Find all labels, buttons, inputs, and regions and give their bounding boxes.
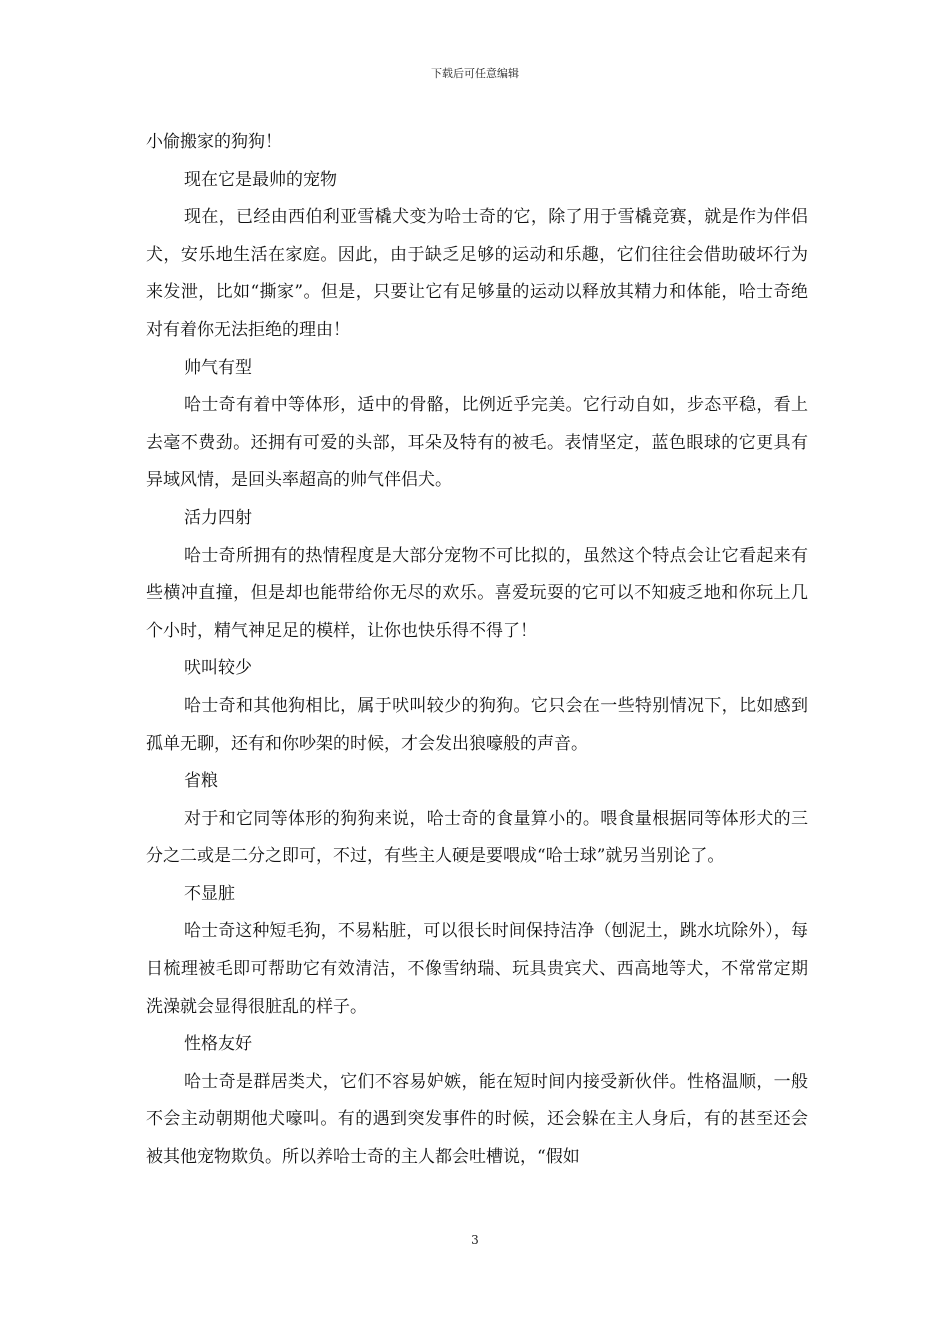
page-header: 下载后可任意编辑	[431, 67, 519, 80]
section-heading: 省粮	[184, 771, 218, 792]
page-number: 3	[471, 1233, 479, 1247]
paragraph: 哈士奇所拥有的热情程度是大部分宠物不可比拟的，虽然这个特点会让它看起来有些横冲直撞，但是却也能带给你无尽的欢乐。喜爱玩耍的它可以不知疲乏地和你玩上几个小时，精气神足足的模样，让你也快乐得不得了！	[146, 545, 808, 641]
paragraph: 哈士奇和其他狗相比，属于吠叫较少的狗狗。它只会在一些特别情况下，比如感到孤单无聊，还有和你吵架的时候，才会发出狼嚎般的声音。	[146, 695, 808, 754]
section-heading: 不显脏	[184, 883, 235, 904]
paragraph: 小偷搬家的狗狗！	[146, 132, 282, 152]
paragraph: 对于和它同等体形的狗狗来说，哈士奇的食量算小的。喂食量根据同等体形犬的三分之二或是二分之即可，不过，有些主人硬是要喂成“哈士球”就另当别论了。	[146, 808, 808, 867]
paragraph: 哈士奇这种短毛狗，不易粘脏，可以很长时间保持洁净（刨泥土，跳水坑除外），每日梳理被毛即可帮助它有效清洁，不像雪纳瑞、玩具贵宾犬、西高地等犬，不常常定期洗澡就会显得很脏乱的样子。	[146, 921, 808, 1017]
paragraph: 哈士奇有着中等体形，适中的骨骼，比例近乎完美。它行动自如，步态平稳，看上去毫不费劲。还拥有可爱的头部，耳朵及特有的被毛。表情坚定，蓝色眼球的它更具有异域风情，是回头率超高的帅气伴侣犬。	[146, 395, 808, 491]
section-heading: 活力四射	[184, 507, 252, 528]
paragraph: 现在，已经由西伯利亚雪橇犬变为哈士奇的它，除了用于雪橇竞赛，就是作为伴侣犬，安乐地生活在家庭。因此，由于缺乏足够的运动和乐趣，它们往往会借助破坏行为来发泄，比如“撕家”。但是，只要让它有足够量的运动以释放其精力和体能，哈士奇绝对有着你无法拒绝的理由！	[146, 207, 808, 340]
section-heading: 吠叫较少	[184, 658, 252, 679]
section-heading: 帅气有型	[184, 357, 252, 378]
section-heading: 性格友好	[184, 1034, 252, 1055]
section-heading: 现在它是最帅的宠物	[184, 169, 337, 190]
document-body	[146, 124, 808, 1177]
paragraph: 哈士奇是群居类犬，它们不容易妒嫉，能在短时间内接受新伙伴。性格温顺，一般不会主动朝期他犬嚎叫。有的遇到突发事件的时候，还会躲在主人身后，有的甚至还会被其他宠物欺负。所以养哈士奇的主人都会吐槽说，“假如	[146, 1071, 808, 1168]
